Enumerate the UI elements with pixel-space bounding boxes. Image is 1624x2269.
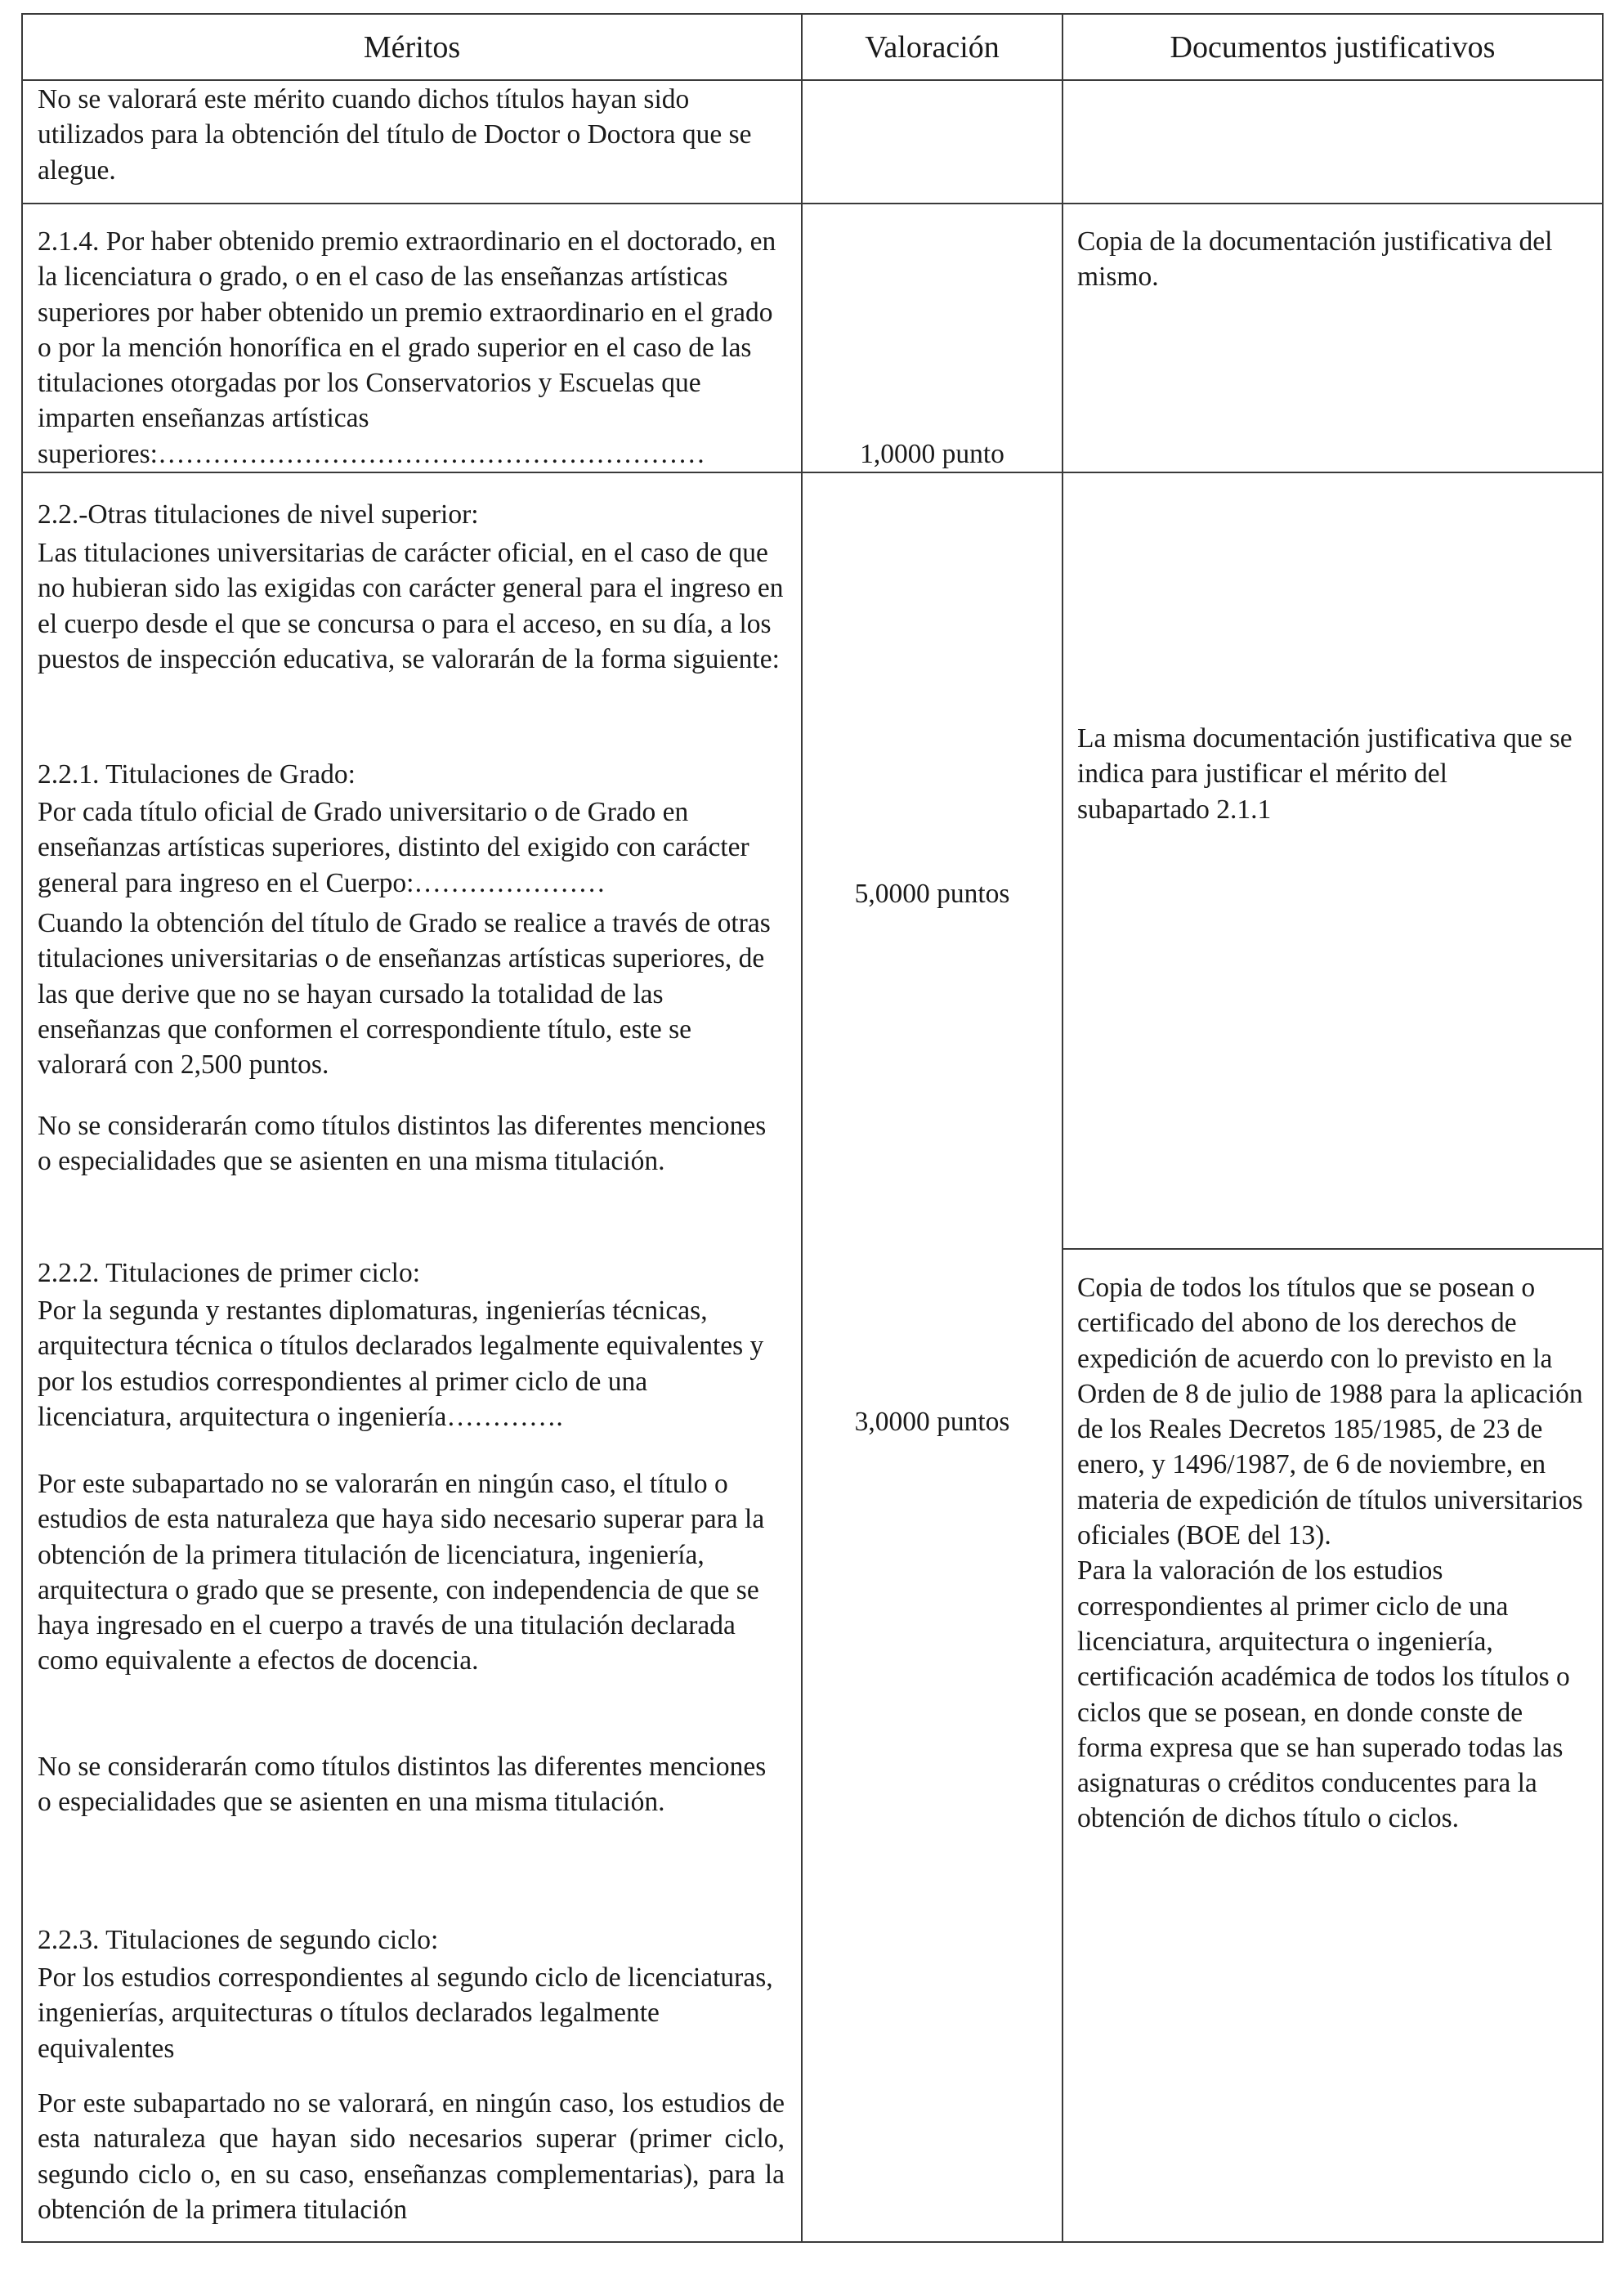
section-2-2-1-note: Cuando la obtención del título de Grado se realice a través de otras titulaciones universitarias o de enseñanzas artísticas superiores, de las que derive que no se hayan cursado la totalidad de las enseñanzas que conformen el correspondiente título, este se valorará con 2,500 puntos. [38, 908, 771, 1081]
row2-merit-text: 2.1.4. Por haber obtenido premio extraordinario en el doctorado, en la licenciatura o grado, o en el caso de las enseñanzas artísticas superiores por haber obtenido un premio extraordinario en el grado o por la mención honorífica en el grado superior en el caso de las titulaciones otorgadas por los Conservatorios y Escuelas que imparten enseñanzas artísticas superiores:…………………………………………………… [38, 226, 776, 469]
section-2-2-2-text: Por la segunda y restantes diplomaturas, ingenierías técnicas, arquitectura técnica o títulos declarados legalmente equivalentes y por los estudios correspondientes al primer ciclo de una licenciatura, arquitectura o ingeniería…………. [38, 1296, 764, 1432]
row-divider-2 [21, 472, 1604, 473]
section-2-2-3-note: Por este subapartado no se valorará, en ningún caso, los estudios de esta naturaleza que hayan sido necesarios superar (primer ciclo, segundo ciclo o, en su caso, enseñanzas complementarias), para la obtención de la primera titulación [38, 2088, 785, 2225]
header-row-divider [21, 79, 1604, 81]
header-meritos: Méritos [363, 30, 461, 65]
section-2-2-2-title: 2.2.2. Titulaciones de primer ciclo: [38, 1258, 421, 1288]
section-2-2-3-title: 2.2.3. Titulaciones de segundo ciclo: [38, 1925, 439, 1955]
row1-merit-text: No se valorará este mérito cuando dichos títulos hayan sido utilizados para la obtención del título de Doctor o Doctora que se alegue. [38, 84, 752, 186]
row-divider-1 [21, 203, 1604, 204]
section-2-2-1-mentions: No se considerarán como títulos distintos las diferentes menciones o especialidades que se asienten en una misma titulación. [38, 1111, 767, 1177]
section-2-2-1-title: 2.2.1. Titulaciones de Grado: [38, 759, 356, 790]
header-documentos: Documentos justificativos [1170, 30, 1496, 65]
row2-docs-text: Copia de la documentación justificativa del mismo. [1077, 226, 1553, 293]
section-2-2-title: 2.2.-Otras titulaciones de nivel superior: [38, 499, 479, 530]
column-divider-2 [1062, 13, 1063, 2243]
section-2-2-2-mentions: No se considerarán como títulos distintos las diferentes menciones o especialidades que se asienten en una misma titulación. [38, 1752, 767, 1818]
ciclos-docs-text: Copia de todos los títulos que se posean o certificado del abono de los derechos de expedición de acuerdo con lo previsto en la Orden de 8 de julio de 1988 para la aplicación de los Reales Decretos 185/1985, de 23 de enero, y 1496/1987, de 6 de noviembre, en materia de expedición de títulos universitarios oficiales (BOE del 13). Para la valoración de los estudios correspondientes al primer ciclo de una licenciatura, arquitectura o ingeniería, certificación académica de todos los títulos o ciclos que se posean, en donde conste de forma expresa que se han superado todas las asignaturas o créditos conducentes para la obtención de dichos título o ciclos. [1077, 1273, 1583, 1834]
docs-divider [1062, 1248, 1604, 1250]
section-2-2-3-text: Por los estudios correspondientes al segundo ciclo de licenciaturas, ingenierías, arquitecturas o títulos declarados legalmente equivalentes [38, 1962, 773, 2064]
grado-docs-text: La misma documentación justificativa que se indica para justificar el mérito del subapartado 2.1.1 [1077, 723, 1573, 825]
row2-value: 1,0000 punto [860, 439, 1004, 469]
column-divider-1 [801, 13, 803, 2243]
section-2-2-intro: Las titulaciones universitarias de carácter oficial, en el caso de que no hubieran sido las exigidas con carácter general para el ingreso en el cuerpo desde el que se concursa o para el acceso, en su día, a los puestos de inspección educativa, se valorarán de la forma siguiente: [38, 538, 784, 674]
section-2-2-1-text: Por cada título oficial de Grado universitario o de Grado en enseñanzas artísticas superiores, distinto del exigido con carácter general para ingreso en el Cuerpo:………………… [38, 797, 749, 898]
header-valoracion: Valoración [865, 30, 1000, 65]
primer-ciclo-value: 3,0000 puntos [854, 1407, 1010, 1437]
section-2-2-2-note: Por este subapartado no se valorarán en ningún caso, el título o estudios de esta naturaleza que haya sido necesario superar para la obtención de la primera titulación de licenciatura, ingeniería, arquitectura o grado que se presente, con independencia de que se haya ingresado en el cuerpo a través de una titulación declarada como equivalente a efectos de docencia. [38, 1469, 765, 1676]
grado-value: 5,0000 puntos [854, 879, 1010, 909]
